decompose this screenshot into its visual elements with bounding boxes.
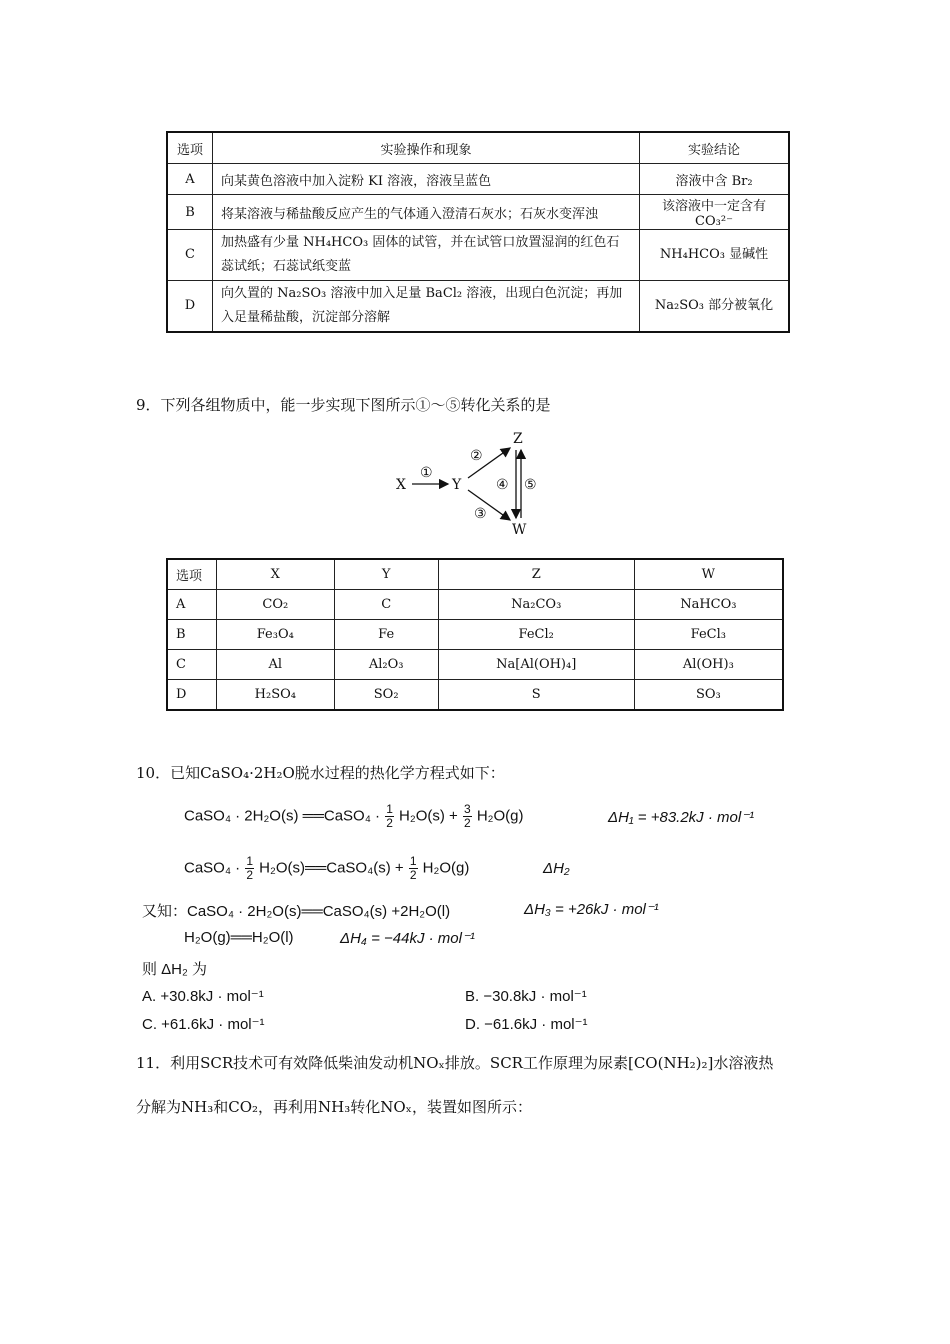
question-11-line-2: 分解为NH₃和CO₂，再利用NH₃转化NOₓ，装置如图所示：	[136, 1098, 533, 1116]
option-d: D. −61.6kJ · mol⁻¹	[465, 1016, 588, 1033]
cell-y: Al₂O₃	[334, 650, 438, 680]
substance-table	[166, 558, 784, 711]
label-step-1: ①	[420, 465, 433, 481]
question-10-text: 10．已知CaSO₄·2H₂O脱水过程的热化学方程式如下：	[136, 764, 505, 782]
eq2-fraction-1: $\frac{1}{2}$	[246, 854, 253, 882]
equation-4: H₂O(g)══H₂O(l)	[184, 929, 294, 946]
row-option: D	[167, 680, 217, 711]
cell-x: CO₂	[217, 590, 335, 620]
cell-w: FeCl₃	[634, 620, 783, 650]
row-conclusion: 溶液中含 Br₂	[640, 164, 790, 195]
eq2-left: CaSO₄ ·	[184, 859, 241, 877]
table-header-row	[167, 132, 789, 164]
eq2-right: H₂O(g)	[422, 859, 470, 877]
row-option: A	[167, 164, 213, 195]
row-operation: 向久置的 Na₂SO₃ 溶液中加入足量 BaCl₂ 溶液，出现白色沉淀；再加入足量稀盐酸，沉淀部分溶解	[213, 281, 640, 333]
table-row	[167, 164, 789, 195]
row-option: A	[167, 590, 217, 620]
header-conclusion: 实验结论	[640, 132, 790, 164]
cell-y: Fe	[334, 620, 438, 650]
cell-x: Fe₃O₄	[217, 620, 335, 650]
eq4-enthalpy: ΔH₄ = −44kJ · mol⁻¹	[340, 930, 475, 947]
cell-y: C	[334, 590, 438, 620]
option-c: C. +61.6kJ · mol⁻¹	[142, 1016, 265, 1033]
eq1-right: H₂O(g)	[476, 807, 524, 825]
row-option: C	[167, 650, 217, 680]
table-row	[167, 281, 789, 333]
header-operation: 实验操作和现象	[213, 132, 640, 164]
row-conclusion: 该溶液中一定含有 CO₃²⁻	[640, 195, 790, 230]
cell-w: SO₃	[634, 680, 783, 711]
equation-2	[184, 855, 469, 882]
equation-1	[184, 803, 523, 830]
row-conclusion: NH₄HCO₃ 显碱性	[640, 230, 790, 281]
eq1-enthalpy: ΔH₁ = +83.2kJ · mol⁻¹	[608, 809, 755, 826]
eq1-left: CaSO₄ · 2H₂O(s) ══CaSO₄ ·	[184, 807, 381, 825]
cell-w: Al(OH)₃	[634, 650, 783, 680]
conversion-diagram	[390, 428, 560, 540]
eq3-enthalpy: ΔH₃ = +26kJ · mol⁻¹	[524, 901, 659, 918]
node-y: Y	[452, 477, 462, 493]
question-11-line-1: 11．利用SCR技术可有效降低柴油发动机NOₓ排放。SCR工作原理为尿素[CO(NH₂)₂]水溶液热	[136, 1054, 774, 1072]
header-z: Z	[438, 559, 634, 590]
table-header-row	[167, 559, 783, 590]
cell-z: S	[438, 680, 634, 711]
node-x: X	[396, 477, 406, 493]
row-option: C	[167, 230, 213, 281]
row-option: B	[167, 195, 213, 230]
question-9-text: 9．下列各组物质中，能一步实现下图所示①～⑤转化关系的是	[136, 396, 551, 414]
row-operation: 向某黄色溶液中加入淀粉 KI 溶液，溶液呈蓝色	[213, 164, 640, 195]
cell-w: NaHCO₃	[634, 590, 783, 620]
table-row	[167, 680, 783, 711]
experiment-table	[166, 131, 790, 333]
cell-y: SO₂	[334, 680, 438, 711]
option-a: A. +30.8kJ · mol⁻¹	[142, 988, 264, 1005]
row-conclusion: Na₂SO₃ 部分被氧化	[640, 281, 790, 333]
row-option: D	[167, 281, 213, 333]
row-operation: 将某溶液与稀盐酸反应产生的气体通入澄清石灰水；石灰水变浑浊	[213, 195, 640, 230]
header-w: W	[634, 559, 783, 590]
node-z: Z	[513, 431, 523, 447]
header-option: 选项	[167, 132, 213, 164]
header-y: Y	[334, 559, 438, 590]
cell-z: Na[Al(OH)₄]	[438, 650, 634, 680]
label-step-3: ③	[474, 506, 487, 522]
cell-z: Na₂CO₃	[438, 590, 634, 620]
table-row	[167, 195, 789, 230]
eq2-enthalpy: ΔH₂	[543, 860, 570, 877]
header-option: 选项	[167, 559, 217, 590]
eq1-fraction-1: $\frac{1}{2}$	[386, 802, 393, 830]
header-x: X	[217, 559, 335, 590]
table-row	[167, 230, 789, 281]
row-operation: 加热盛有少量 NH₄HCO₃ 固体的试管，并在试管口放置湿润的红色石蕊试纸；石蕊试纸变蓝	[213, 230, 640, 281]
label-step-4: ④	[496, 477, 509, 493]
node-w: W	[512, 522, 527, 538]
row-option: B	[167, 620, 217, 650]
question-10-ask: 则 ΔH₂ 为	[142, 961, 208, 978]
cell-x: Al	[217, 650, 335, 680]
table-row	[167, 620, 783, 650]
cell-z: FeCl₂	[438, 620, 634, 650]
eq2-fraction-2: $\frac{1}{2}$	[409, 854, 417, 882]
table-row	[167, 590, 783, 620]
eq1-mid: H₂O(s) +	[399, 807, 458, 825]
label-step-5: ⑤	[524, 477, 537, 493]
table-row	[167, 650, 783, 680]
cell-x: H₂SO₄	[217, 680, 335, 711]
eq2-mid: H₂O(s)══CaSO₄(s) +	[259, 859, 404, 877]
option-b: B. −30.8kJ · mol⁻¹	[465, 988, 587, 1005]
label-step-2: ②	[470, 448, 483, 464]
eq1-fraction-2: $\frac{3}{2}$	[463, 802, 471, 830]
equation-3: 又知：CaSO₄ · 2H₂O(s)══CaSO₄(s) +2H₂O(l)	[142, 903, 451, 920]
